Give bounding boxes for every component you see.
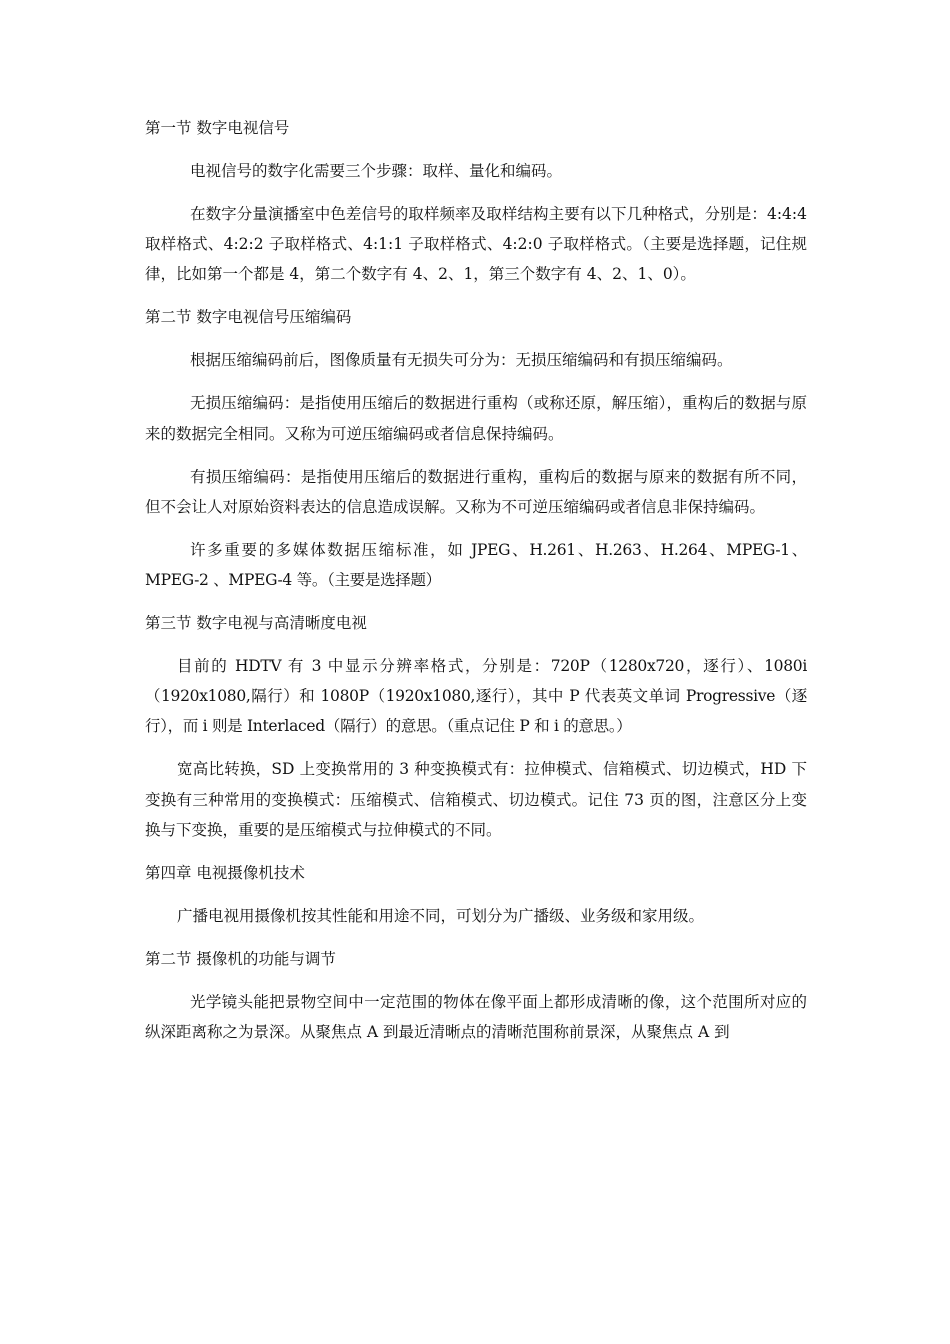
section-heading: 第二节 摄像机的功能与调节 <box>145 949 336 968</box>
paragraph: 在数字分量演播室中色差信号的取样频率及取样结构主要有以下几种格式，分别是：4:4:4 取样格式、4:2:2 子取样格式、4:1:1 子取样格式、4:2:0 子取样格式。（主要是选择题，记住规律，比如第一个都是 4，第二个数字有 4、2、1，第三个数字有 4、2、1、0）。 <box>145 205 807 284</box>
paragraph: 有损压缩编码：是指使用压缩后的数据进行重构，重构后的数据与原来的数据有所不同，但不会让人对原始资料表达的信息造成误解。又称为不可逆压缩编码或者信息非保持编码。 <box>145 467 807 516</box>
paragraph: 许多重要的多媒体数据压缩标准，如 JPEG、H.261、H.263、H.264、MPEG-1、MPEG-2 、MPEG-4 等。（主要是选择题） <box>145 540 807 590</box>
section-heading: 第三节 数字电视与高清晰度电视 <box>145 614 367 633</box>
document-body <box>145 113 807 1060</box>
paragraph: 光学镜头能把景物空间中一定范围的物体在像平面上都形成清晰的像，这个范围所对应的纵深距离称之为景深。从聚焦点 A 到最近清晰点的清晰范围称前景深，从聚焦点 A 到 <box>145 992 807 1042</box>
chapter-heading: 第四章 电视摄像机技术 <box>145 863 305 882</box>
paragraph: 根据压缩编码前后，图像质量有无损失可分为：无损压缩编码和有损压缩编码。 <box>190 351 733 370</box>
paragraph: 无损压缩编码：是指使用压缩后的数据进行重构（或称还原，解压缩），重构后的数据与原来的数据完全相同。又称为可逆压缩编码或者信息保持编码。 <box>145 394 807 443</box>
section-heading: 第一节 数字电视信号 <box>145 119 290 137</box>
paragraph: 宽高比转换，SD 上变换常用的 3 种变换模式有：拉伸模式、信箱模式、切边模式，HD 下变换有三种常用的变换模式：压缩模式、信箱模式、切边模式。记住 73 页的图，注意区分上变换与下变换，重要的是压缩模式与拉伸模式的不同。 <box>145 760 807 839</box>
paragraph: 广播电视用摄像机按其性能和用途不同，可划分为广播级、业务级和家用级。 <box>177 906 705 925</box>
section-heading: 第二节 数字电视信号压缩编码 <box>145 308 352 327</box>
paragraph: 电视信号的数字化需要三个步骤：取样、量化和编码。 <box>190 162 563 180</box>
paragraph: 目前的 HDTV 有 3 中显示分辨率格式，分别是：720P（1280x720，逐行）、1080i（1920x1080,隔行）和 1080P（1920x1080,逐行），其中 P 代表英文单词 Progressive（逐行），而 i 则是 Interlaced（隔行）的意思。（重点记住 P 和 i 的意思。） <box>145 657 807 736</box>
